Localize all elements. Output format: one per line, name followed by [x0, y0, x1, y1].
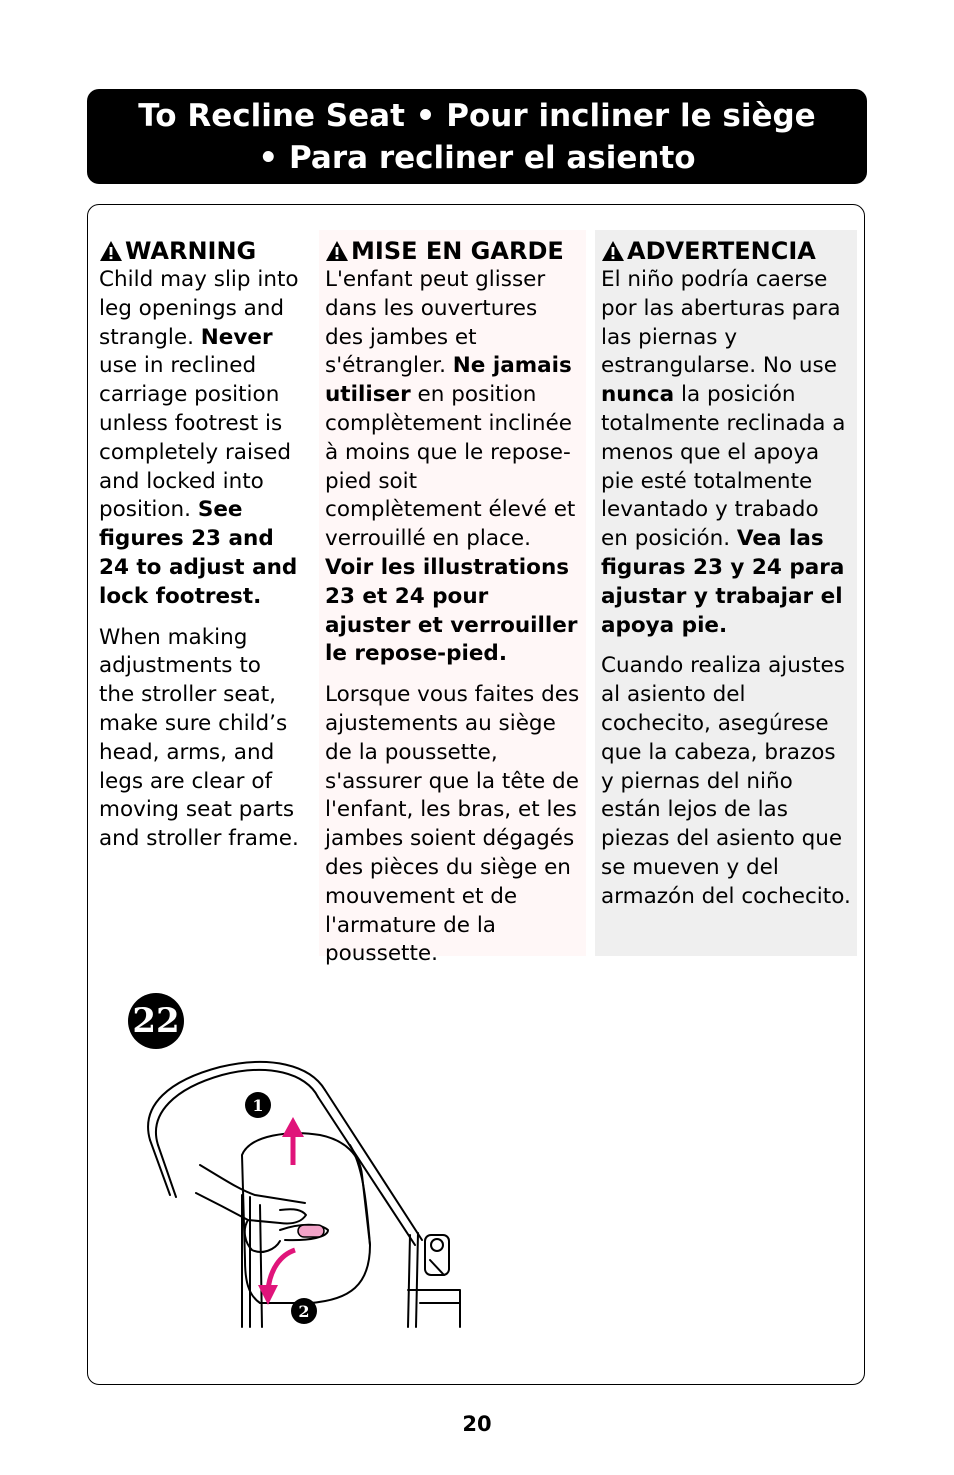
warning-paragraph-2: Cuando realiza ajustes al asiento del cochecito, asegúrese que la cabeza, brazos y piernas del niño están lejos de las piezas del asiento que se mueven y del armazón del cochecito.	[601, 653, 851, 909]
warning-triangle-icon	[325, 240, 349, 262]
warning-heading-french	[325, 236, 580, 266]
warning-paragraph-1: Child may slip into leg openings and strangle. Never use in reclined carriage position unless footrest is completely raised and locked into position. See figures 23 and 24 to adjust and lock footrest.	[99, 267, 299, 609]
section-title-line-1: To Recline Seat • Pour incliner le siège	[138, 97, 816, 134]
warning-triangle-icon	[601, 240, 625, 262]
section-title-bar	[87, 89, 867, 184]
section-title-line-2: • Para recliner el asiento	[258, 139, 696, 176]
warning-paragraph-2: When making adjustments to the stroller seat, make sure child’s head, arms, and legs are clear of moving seat parts and stroller frame.	[99, 624, 299, 852]
warning-heading-spanish	[601, 236, 851, 266]
warning-column-english	[93, 230, 309, 864]
step-1-label: 1	[252, 1096, 264, 1115]
warning-triangle-icon	[99, 240, 123, 262]
warning-heading-text: WARNING	[125, 237, 257, 265]
warning-heading-text: MISE EN GARDE	[351, 237, 564, 265]
step-2-label: 2	[298, 1302, 310, 1321]
warning-heading-text: ADVERTENCIA	[627, 237, 816, 265]
page-number: 20	[462, 1412, 492, 1436]
warning-column-french	[319, 230, 586, 967]
warning-paragraph-1: L'enfant peut glisser dans les ouvertures des jambes et s'étrangler. Ne jamais utiliser en position complètement inclinée à moins que le repose-pied soit complètement élevé et verrouillé en place. Voir les illustrations 23 et 24 pour ajuster et verrouiller le repose-pied.	[325, 267, 578, 667]
warning-column-spanish	[595, 230, 857, 956]
warning-paragraph-2: Lorsque vous faites des ajustements au siège de la poussette, s'assurer que la tête de l'enfant, les bras, et les jambes soient dégagés des pièces du siège en mouvement et de l'armature de la poussette.	[325, 682, 580, 967]
stroller-recline-illustration	[130, 1045, 470, 1345]
figure-number-badge: 22	[128, 993, 184, 1049]
warning-paragraph-1: El niño podría caerse por las aberturas para las piernas y estrangularse. No use nunca la posición totalmente reclinada a menos que el apoya pie esté totalmente levantado y trabado en posición. Vea las figuras 23 y 24 para ajustar y trabajar el apoya pie.	[601, 267, 846, 638]
warning-heading-english	[99, 236, 303, 266]
